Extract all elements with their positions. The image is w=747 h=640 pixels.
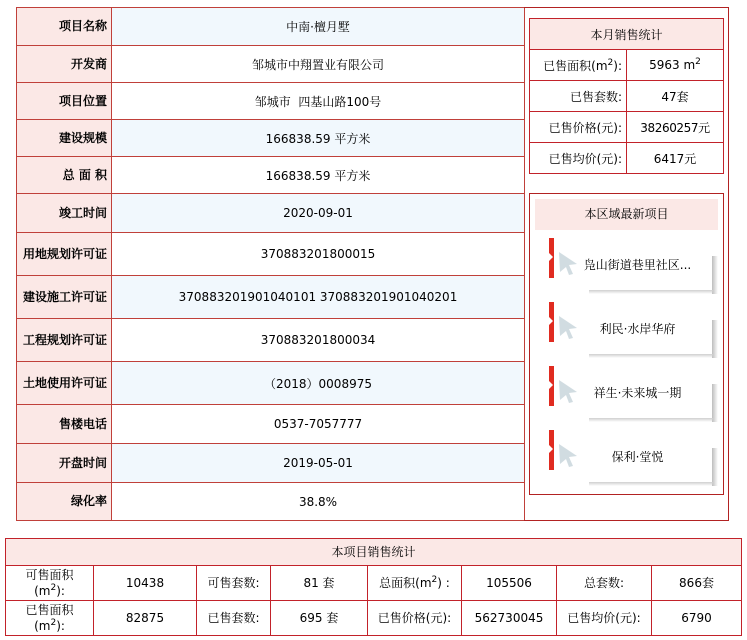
info-row-green-rate — [17, 483, 525, 521]
value-build-scale: 166838.59 平方米 — [112, 120, 525, 157]
monthly-stat-row — [530, 81, 724, 112]
value-total-units: 866套 — [652, 566, 742, 601]
value-green-rate: 38.8% — [112, 483, 525, 521]
region-project-name: 祥生·未来城一期 — [593, 386, 682, 400]
value-land-planning-permit: 370883201800015 — [112, 233, 525, 276]
value-total-area: 105506 — [462, 566, 557, 601]
label-land-planning-permit: 用地规划许可证 — [17, 233, 112, 276]
label-total-area: 总 面 积 — [17, 157, 112, 194]
info-row-build-scale — [17, 120, 525, 157]
label-green-rate: 绿化率 — [17, 483, 112, 521]
accent-bar — [549, 302, 554, 342]
info-row-location — [17, 83, 525, 120]
monthly-stat-row — [530, 50, 724, 81]
label-total-area: 总面积$(m^2)$ : — [368, 566, 462, 601]
region-projects-title: 本区域最新项目 — [535, 199, 718, 230]
card-shadow — [712, 256, 718, 294]
value-available-area: 10438 — [94, 566, 197, 601]
accent-bar — [549, 430, 554, 470]
label-available-area: 可售面积 $(m^2)$: — [6, 566, 94, 601]
value-sold-price: 562730045 — [462, 601, 557, 636]
label-sold-units: 已售套数: — [197, 601, 271, 636]
region-latest-projects — [529, 193, 724, 495]
label-location: 项目位置 — [17, 83, 112, 120]
label-build-scale: 建设规模 — [17, 120, 112, 157]
monthly-stat-label: 已售套数: — [530, 81, 627, 112]
value-developer: 邹城市中翔置业有限公司 — [112, 46, 525, 83]
region-project-link[interactable] — [549, 238, 712, 290]
label-sold-price: 已售价格(元): — [368, 601, 462, 636]
info-row-completion-date — [17, 194, 525, 233]
info-row-engineering-permit — [17, 319, 525, 362]
monthly-sales-stats — [529, 18, 724, 174]
value-available-units: 81 套 — [271, 566, 368, 601]
info-row-land-planning-permit — [17, 233, 525, 276]
value-total-area: 166838.59 平方米 — [112, 157, 525, 194]
card-shadow — [589, 482, 714, 486]
sales-row-sold — [6, 601, 742, 636]
value-project-name: 中南·檀月墅 — [112, 8, 525, 46]
card-shadow — [589, 354, 714, 358]
monthly-stat-value: 6417元 — [627, 143, 724, 174]
value-engineering-permit: 370883201800034 — [112, 319, 525, 362]
monthly-stat-value: 47套 — [627, 81, 724, 112]
project-sales-title: 本项目销售统计 — [6, 539, 742, 566]
card-shadow — [712, 384, 718, 422]
monthly-stat-value: 5963 $m^2$ — [627, 50, 724, 81]
card-shadow — [712, 448, 718, 486]
monthly-stat-label: 已售价格(元): — [530, 112, 627, 143]
label-avg-price: 已售均价(元): — [557, 601, 652, 636]
value-land-use-permit: （2018）0008975 — [112, 362, 525, 405]
region-project-name: 保利·堂悦 — [611, 450, 664, 464]
region-project-name: 利民·水岸华府 — [599, 322, 676, 336]
info-row-land-use-permit — [17, 362, 525, 405]
accent-bar — [549, 238, 554, 278]
label-sales-phone: 售楼电话 — [17, 405, 112, 444]
card-shadow — [712, 320, 718, 358]
label-completion-date: 竣工时间 — [17, 194, 112, 233]
label-project-name: 项目名称 — [17, 8, 112, 46]
region-project-link[interactable] — [549, 430, 712, 482]
value-sold-area: 82875 — [94, 601, 197, 636]
monthly-stats-title: 本月销售统计 — [530, 19, 724, 50]
label-available-units: 可售套数: — [197, 566, 271, 601]
monthly-stat-label: 已售均价(元): — [530, 143, 627, 174]
sales-row-available — [6, 566, 742, 601]
label-engineering-permit: 工程规划许可证 — [17, 319, 112, 362]
accent-bar — [549, 366, 554, 406]
card-shadow — [589, 290, 714, 294]
info-row-project-name — [17, 8, 525, 46]
info-row-developer — [17, 46, 525, 83]
card-shadow — [589, 418, 714, 422]
info-row-sales-phone — [17, 405, 525, 444]
region-project-name: 凫山街道巷里社区... — [583, 258, 692, 272]
info-row-opening-date — [17, 444, 525, 483]
value-avg-price: 6790 — [652, 601, 742, 636]
monthly-stat-row — [530, 112, 724, 143]
project-info-table — [16, 7, 525, 521]
value-sales-phone: 0537-7057777 — [112, 405, 525, 444]
project-sales-stats — [5, 538, 742, 636]
value-sold-units: 695 套 — [271, 601, 368, 636]
value-completion-date: 2020-09-01 — [112, 194, 525, 233]
info-row-total-area — [17, 157, 525, 194]
value-opening-date: 2019-05-01 — [112, 444, 525, 483]
value-location: 邹城市 四基山路100号 — [112, 83, 525, 120]
label-opening-date: 开盘时间 — [17, 444, 112, 483]
label-total-units: 总套数: — [557, 566, 652, 601]
info-row-construction-permit — [17, 276, 525, 319]
value-construction-permit: 370883201901040101 370883201901040201 — [112, 276, 525, 319]
monthly-stat-label: 已售面积$(m^2)$: — [530, 50, 627, 81]
label-sold-area: 已售面积 $(m^2)$: — [6, 601, 94, 636]
label-construction-permit: 建设施工许可证 — [17, 276, 112, 319]
label-developer: 开发商 — [17, 46, 112, 83]
region-project-link[interactable] — [549, 366, 712, 418]
monthly-stat-value: 38260257元 — [627, 112, 724, 143]
label-land-use-permit: 土地使用许可证 — [17, 362, 112, 405]
region-project-link[interactable] — [549, 302, 712, 354]
monthly-stat-row — [530, 143, 724, 174]
